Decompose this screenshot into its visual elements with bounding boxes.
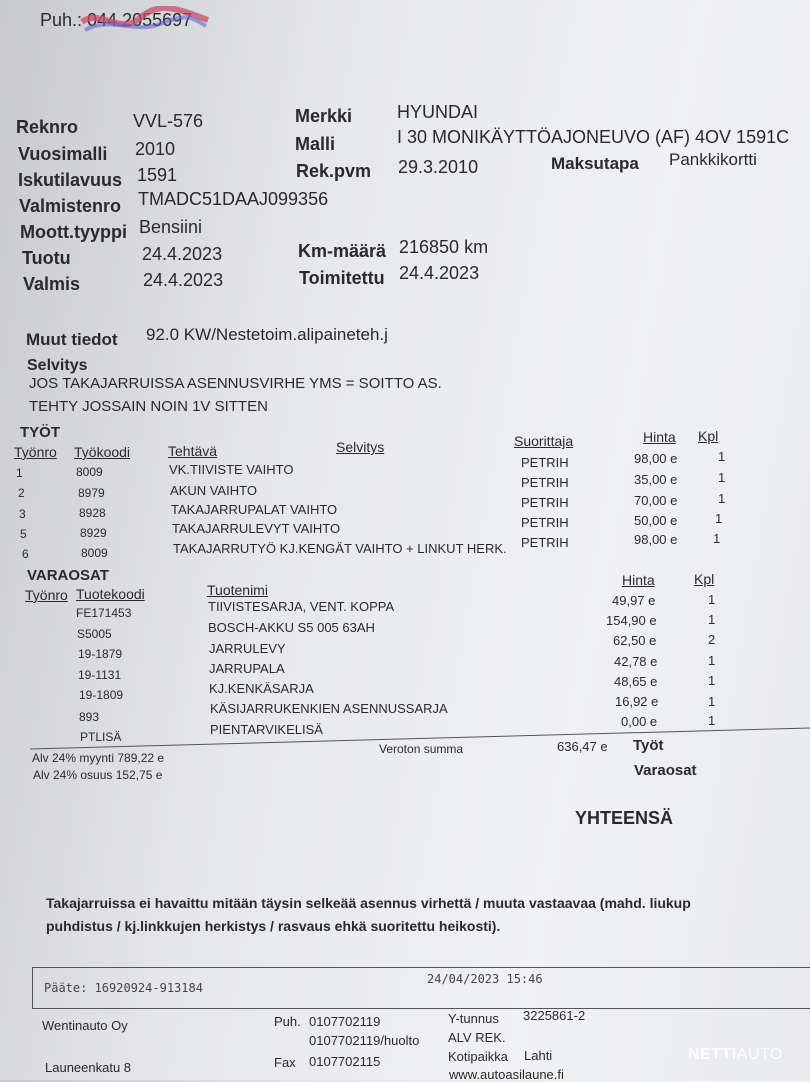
note-line-1: Takajarruissa ei havaittu mitään täysin selkeää asennus virhettä / muuta vastaavaa (mahd. liukup [46,895,691,911]
note-line-2: puhdistus / kj.linkkujen herkistys / rasvaus ehkä suoritettu heikosti). [46,918,501,934]
logo-part-auto: AUTO [736,1046,783,1063]
table-row-hinta: 98,00 e [634,451,678,466]
table-row-suorittaja: PETRIH [521,495,569,510]
varaosat-header-tuotenimi: Tuotenimi [207,582,268,598]
table-row-tehtava: TAKAJARRUTYÖ KJ.KENGÄT VAIHTO + LINKUT HERK. [173,541,507,556]
merkki-value: HYUNDAI [397,102,479,122]
varaosat-header-tyonro: Työnro [25,587,68,603]
table-row-hinta: 98,00 e [634,532,678,547]
reknro-value: VVL-576 [133,111,204,131]
muut-label: Muut tiedot [26,330,118,349]
varaosat-header-hinta: Hinta [622,572,655,588]
valmistenro-label: Valmistenro [19,196,122,216]
selvitys-line-2: TEHTY JOSSAIN NOIN 1V SITTEN [29,398,268,415]
table-row-koodi: 8009 [81,546,108,560]
table-row-tyonro: 6 [22,547,29,561]
table-row-tehtava: TAKAJARRULEVYT VAIHTO [172,521,341,536]
malli-label: Malli [295,134,336,154]
table-row-hinta: 50,00 e [634,513,678,528]
list-item-koodi: 19-1131 [78,668,122,682]
table-row-kpl: 1 [718,449,726,464]
footer-kotipaikka-label: Kotipaikka [448,1049,508,1064]
list-item-hinta: 62,50 e [613,633,657,648]
maksutapa-value: Pankkikortti [669,150,757,169]
footer-puh2: 0107702119/huolto [309,1033,420,1048]
tyot-header-tyokoodi: Työkoodi [74,444,131,460]
footer-web: www.autoasilaune.fi [449,1067,564,1082]
list-item-koodi: S5005 [77,627,112,641]
terminal-id: Pääte: 16920924-913184 [44,981,203,995]
list-item-koodi: 19-1879 [78,647,123,661]
list-item-nimi: PIENTARVIKELISÄ [210,722,323,737]
list-item-hinta: 48,65 e [614,674,658,689]
km-value: 216850 km [399,237,489,257]
tuotu-value: 24.4.2023 [142,244,223,264]
malli-value: I 30 MONIKÄYTTÖAJONEUVO (AF) 4OV 1591C [397,127,790,147]
tuotu-label: Tuotu [22,248,71,268]
moott-label: Moott.tyyppi [20,222,127,242]
list-item-kpl: 1 [708,713,716,728]
tyot-header-suorittaja: Suorittaja [514,433,574,449]
muut-value: 92.0 KW/Nestetoim.alipaineteh.j [146,325,388,344]
table-row-kpl: 1 [718,491,726,506]
toimitettu-value: 24.4.2023 [399,263,480,283]
valmis-label: Valmis [23,274,81,294]
tyot-header-tehtava: Tehtävä [168,443,218,459]
footer-puh: 0107702119 [309,1014,381,1029]
varaosat-title: VARAOSAT [27,567,109,584]
table-row-tehtava: TAKAJARRUPALAT VAIHTO [171,502,338,517]
list-item-hinta: 42,78 e [614,654,658,669]
tyot-header-hinta: Hinta [643,429,676,445]
list-item-koodi: 893 [79,710,100,724]
table-row-tyonro: 5 [20,527,27,541]
table-row-tyonro: 2 [18,486,25,500]
tyot-header-tyonro: Työnro [14,444,57,460]
list-item-hinta: 0,00 e [621,714,658,729]
iskutilavuus-value: 1591 [137,165,178,185]
table-row-kpl: 1 [718,470,726,485]
table-row-koodi: 8979 [78,486,105,500]
footer-address: Launeenkatu 8 [45,1060,132,1075]
toimitettu-label: Toimitettu [299,268,385,288]
alv-myynti: Alv 24% myynti 789,22 e [32,751,165,765]
footer-ytunnus-label: Y-tunnus [448,1011,499,1026]
alv-osuus: Alv 24% osuus 152,75 e [33,768,163,782]
moott-value: Bensiini [139,217,203,237]
list-item-kpl: 1 [708,694,716,709]
selvitys-line-1: JOS TAKAJARRUISSA ASENNUSVIRHE YMS = SOITTO AS. [29,375,442,392]
list-item-nimi: KÄSIJARRUKENKIEN ASENNUSSARJA [210,701,448,716]
tyot-title: TYÖT [20,424,60,441]
table-row-tyonro: 3 [19,507,26,521]
vuosimalli-label: Vuosimalli [18,144,108,164]
vuosimalli-value: 2010 [135,139,176,159]
km-label: Km-määrä [298,241,387,261]
footer-puh-label: Puh. [274,1014,301,1029]
phone-top: Puh.: 044 2055697 [40,10,193,30]
table-row-koodi: 8928 [79,506,106,520]
veroton-label: Veroton summa [379,742,464,756]
selvitys-label: Selvitys [27,357,88,374]
list-item-kpl: 2 [708,632,716,647]
table-row-hinta: 70,00 e [634,493,678,508]
footer-company: Wentinauto Oy [42,1018,128,1033]
list-item-nimi: KJ.KENKÄSARJA [209,681,314,696]
footer-fax: 0107702115 [309,1054,381,1069]
table-row-suorittaja: PETRIH [521,515,569,530]
footer-alvrek: ALV REK. [448,1030,506,1045]
table-row-hinta: 35,00 e [634,472,678,487]
table-row-koodi: 8929 [80,526,107,540]
valmistenro-value: TMADC51DAAJ099356 [138,189,329,209]
varaosat-header-tuotekoodi: Tuotekoodi [76,586,145,602]
tyot-total-label: Työt [633,737,664,754]
list-item-nimi: JARRULEVY [209,641,286,656]
table-row-tehtava: AKUN VAIHTO [170,483,257,498]
reknro-label: Reknro [16,117,79,137]
footer-ytunnus: 3225861-2 [523,1008,586,1023]
rekpvm-value: 29.3.2010 [398,157,479,177]
list-item-nimi: TIIVISTESARJA, VENT. KOPPA [208,599,395,614]
list-item-koodi: FE171453 [76,606,132,620]
footer-fax-label: Fax [274,1055,296,1070]
list-item-kpl: 1 [708,653,716,668]
rekpvm-label: Rek.pvm [296,161,372,181]
list-item-hinta: 49,97 e [612,593,656,608]
tyot-header-selvitys: Selvitys [336,439,385,455]
varaosat-header-kpl: Kpl [694,571,715,587]
table-row-suorittaja: PETRIH [521,455,569,470]
yhteensa-label: YHTEENSÄ [575,808,674,828]
list-item-kpl: 1 [708,592,716,607]
table-row-tehtava: VK.TIIVISTE VAIHTO [169,462,294,477]
list-item-koodi: 19-1809 [79,688,124,702]
list-item-kpl: 1 [708,673,716,688]
table-row-kpl: 1 [715,511,723,526]
table-row-suorittaja: PETRIH [521,475,569,490]
list-item-nimi: BOSCH-AKKU S5 005 63AH [208,620,375,635]
list-item-nimi: JARRUPALA [209,661,285,676]
table-row-koodi: 8009 [76,465,103,479]
logo-part-netti: NETTI [688,1046,737,1063]
table-row-kpl: 1 [713,531,721,546]
veroton-value: 636,47 e [557,739,608,754]
table-row-suorittaja: PETRIH [521,535,569,550]
list-item-kpl: 1 [708,612,716,627]
tyot-header-kpl: Kpl [698,428,719,444]
table-row-tyonro: 1 [16,466,23,480]
terminal-datetime: 24/04/2023 15:46 [427,972,543,986]
footer-kotipaikka: Lahti [524,1048,553,1063]
list-item-koodi: PTLISÄ [80,730,122,744]
varaosat-total-label: Varaosat [634,762,697,779]
nettiauto-logo [688,1046,783,1064]
list-item-hinta: 154,90 e [606,613,657,628]
merkki-label: Merkki [295,106,353,126]
maksutapa-label: Maksutapa [551,154,639,173]
iskutilavuus-label: Iskutilavuus [18,170,123,190]
valmis-value: 24.4.2023 [143,270,224,290]
list-item-hinta: 16,92 e [615,694,659,709]
